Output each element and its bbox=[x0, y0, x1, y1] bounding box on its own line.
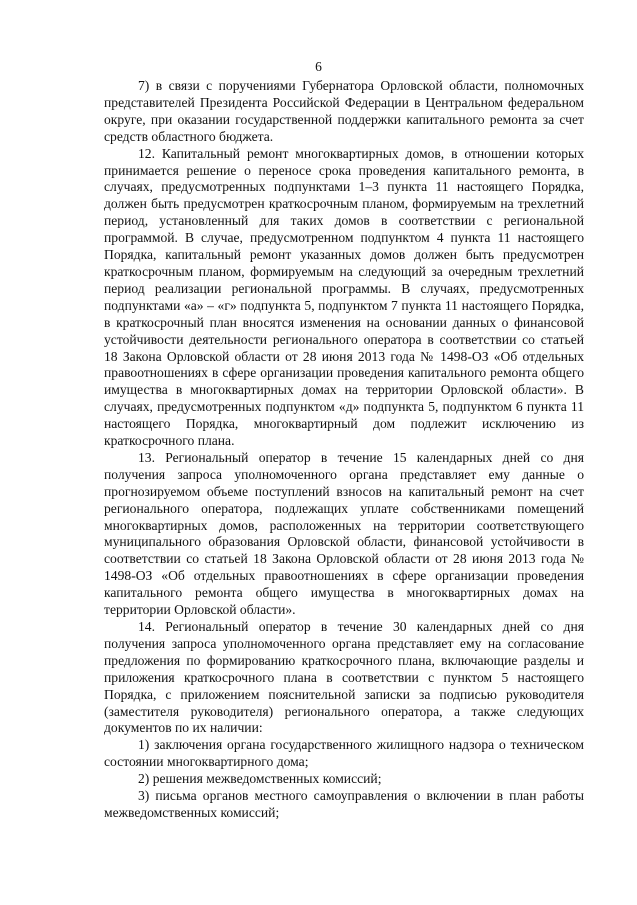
paragraph-14-item-3: 3) письма органов местного самоуправления о включении в план работы межведомственных комиссий; bbox=[104, 788, 584, 820]
document-body bbox=[104, 78, 584, 822]
paragraph-14: 14. Региональный оператор в течение 30 календарных дней со дня получения запроса уполномоченного органа представляет ему на согласование предложения по формированию краткосрочного плана, включающие разделы и приложения краткосрочного плана в соответствии с пунктом 5 настоящего Порядка, с приложением пояснительной записки за подписью руководителя (заместителя руководителя) регионального оператора, а также следующих документов по их наличии: bbox=[104, 619, 584, 736]
paragraph-13: 13. Региональный оператор в течение 15 календарных дней со дня получения запроса уполномоченного органа представляет ему данные о прогнозируемом объеме поступлений взносов на капитальный ремонт на счет регионального оператора, подлежащих уплате собственниками помещений многоквартирных домов, расположенных на территории соответствующего муниципального образования Орловской области, финансовой устойчивости в соответствии со статьей 18 Закона Орловской области от 28 июня 2013 года № 1498-ОЗ «Об отдельных правоотношениях в сфере организации проведения капитального ремонта общего имущества в многоквартирных домах на территории Орловской области». bbox=[104, 449, 584, 618]
paragraph-14-item-2: 2) решения межведомственных комиссий; bbox=[138, 771, 382, 787]
page-number: 6 bbox=[315, 59, 322, 74]
paragraph-12: 12. Капитальный ремонт многоквартирных домов, в отношении которых принимается решение о переносе срока проведения капитального ремонта, в случаях, предусмотренных подпунктами 1–3 пункта 11 настоящего Порядка, должен быть предусмотрен краткосрочным планом, формируемым на трехлетний период, установленный для таких домов в соответствии с региональной программой. В случае, предусмотренном подпунктом 4 пункта 11 настоящего Порядка, капитальный ремонт указанных домов должен быть предусмотрен краткосрочным планом, формируемым на следующий за очередным трехлетний период реализации региональной программы. В случаях, предусмотренных подпунктами «а» – «г» подпункта 5, подпунктом 7 пункта 11 настоящего Порядка, в краткосрочный план вносятся изменения на основании данных о финансовой устойчивости деятельности регионального оператора в соответствии со статьей 18 Закона Орловской области от 28 июня 2013 года № 1498-ОЗ «Об отдельных правоотношениях в сфере организации проведения капитального ремонта общего имущества в многоквартирных домах на территории Орловской области». В случаях, предусмотренных подпунктом «д» подпункта 5, подпунктом 6 пункта 11 настоящего Порядка, многоквартирный дом подлежит исключению из краткосрочного плана. bbox=[104, 145, 584, 449]
paragraph-14-item-1: 1) заключения органа государственного жилищного надзора о техническом состоянии многоквартирного дома; bbox=[104, 737, 584, 770]
paragraph-item-7: 7) в связи с поручениями Губернатора Орловской области, полномочных представителей Президента Российской Федерации в Центральном федеральном округе, при оказании государственной поддержки капитального ремонта за счет средств областного бюджета. bbox=[104, 78, 584, 144]
